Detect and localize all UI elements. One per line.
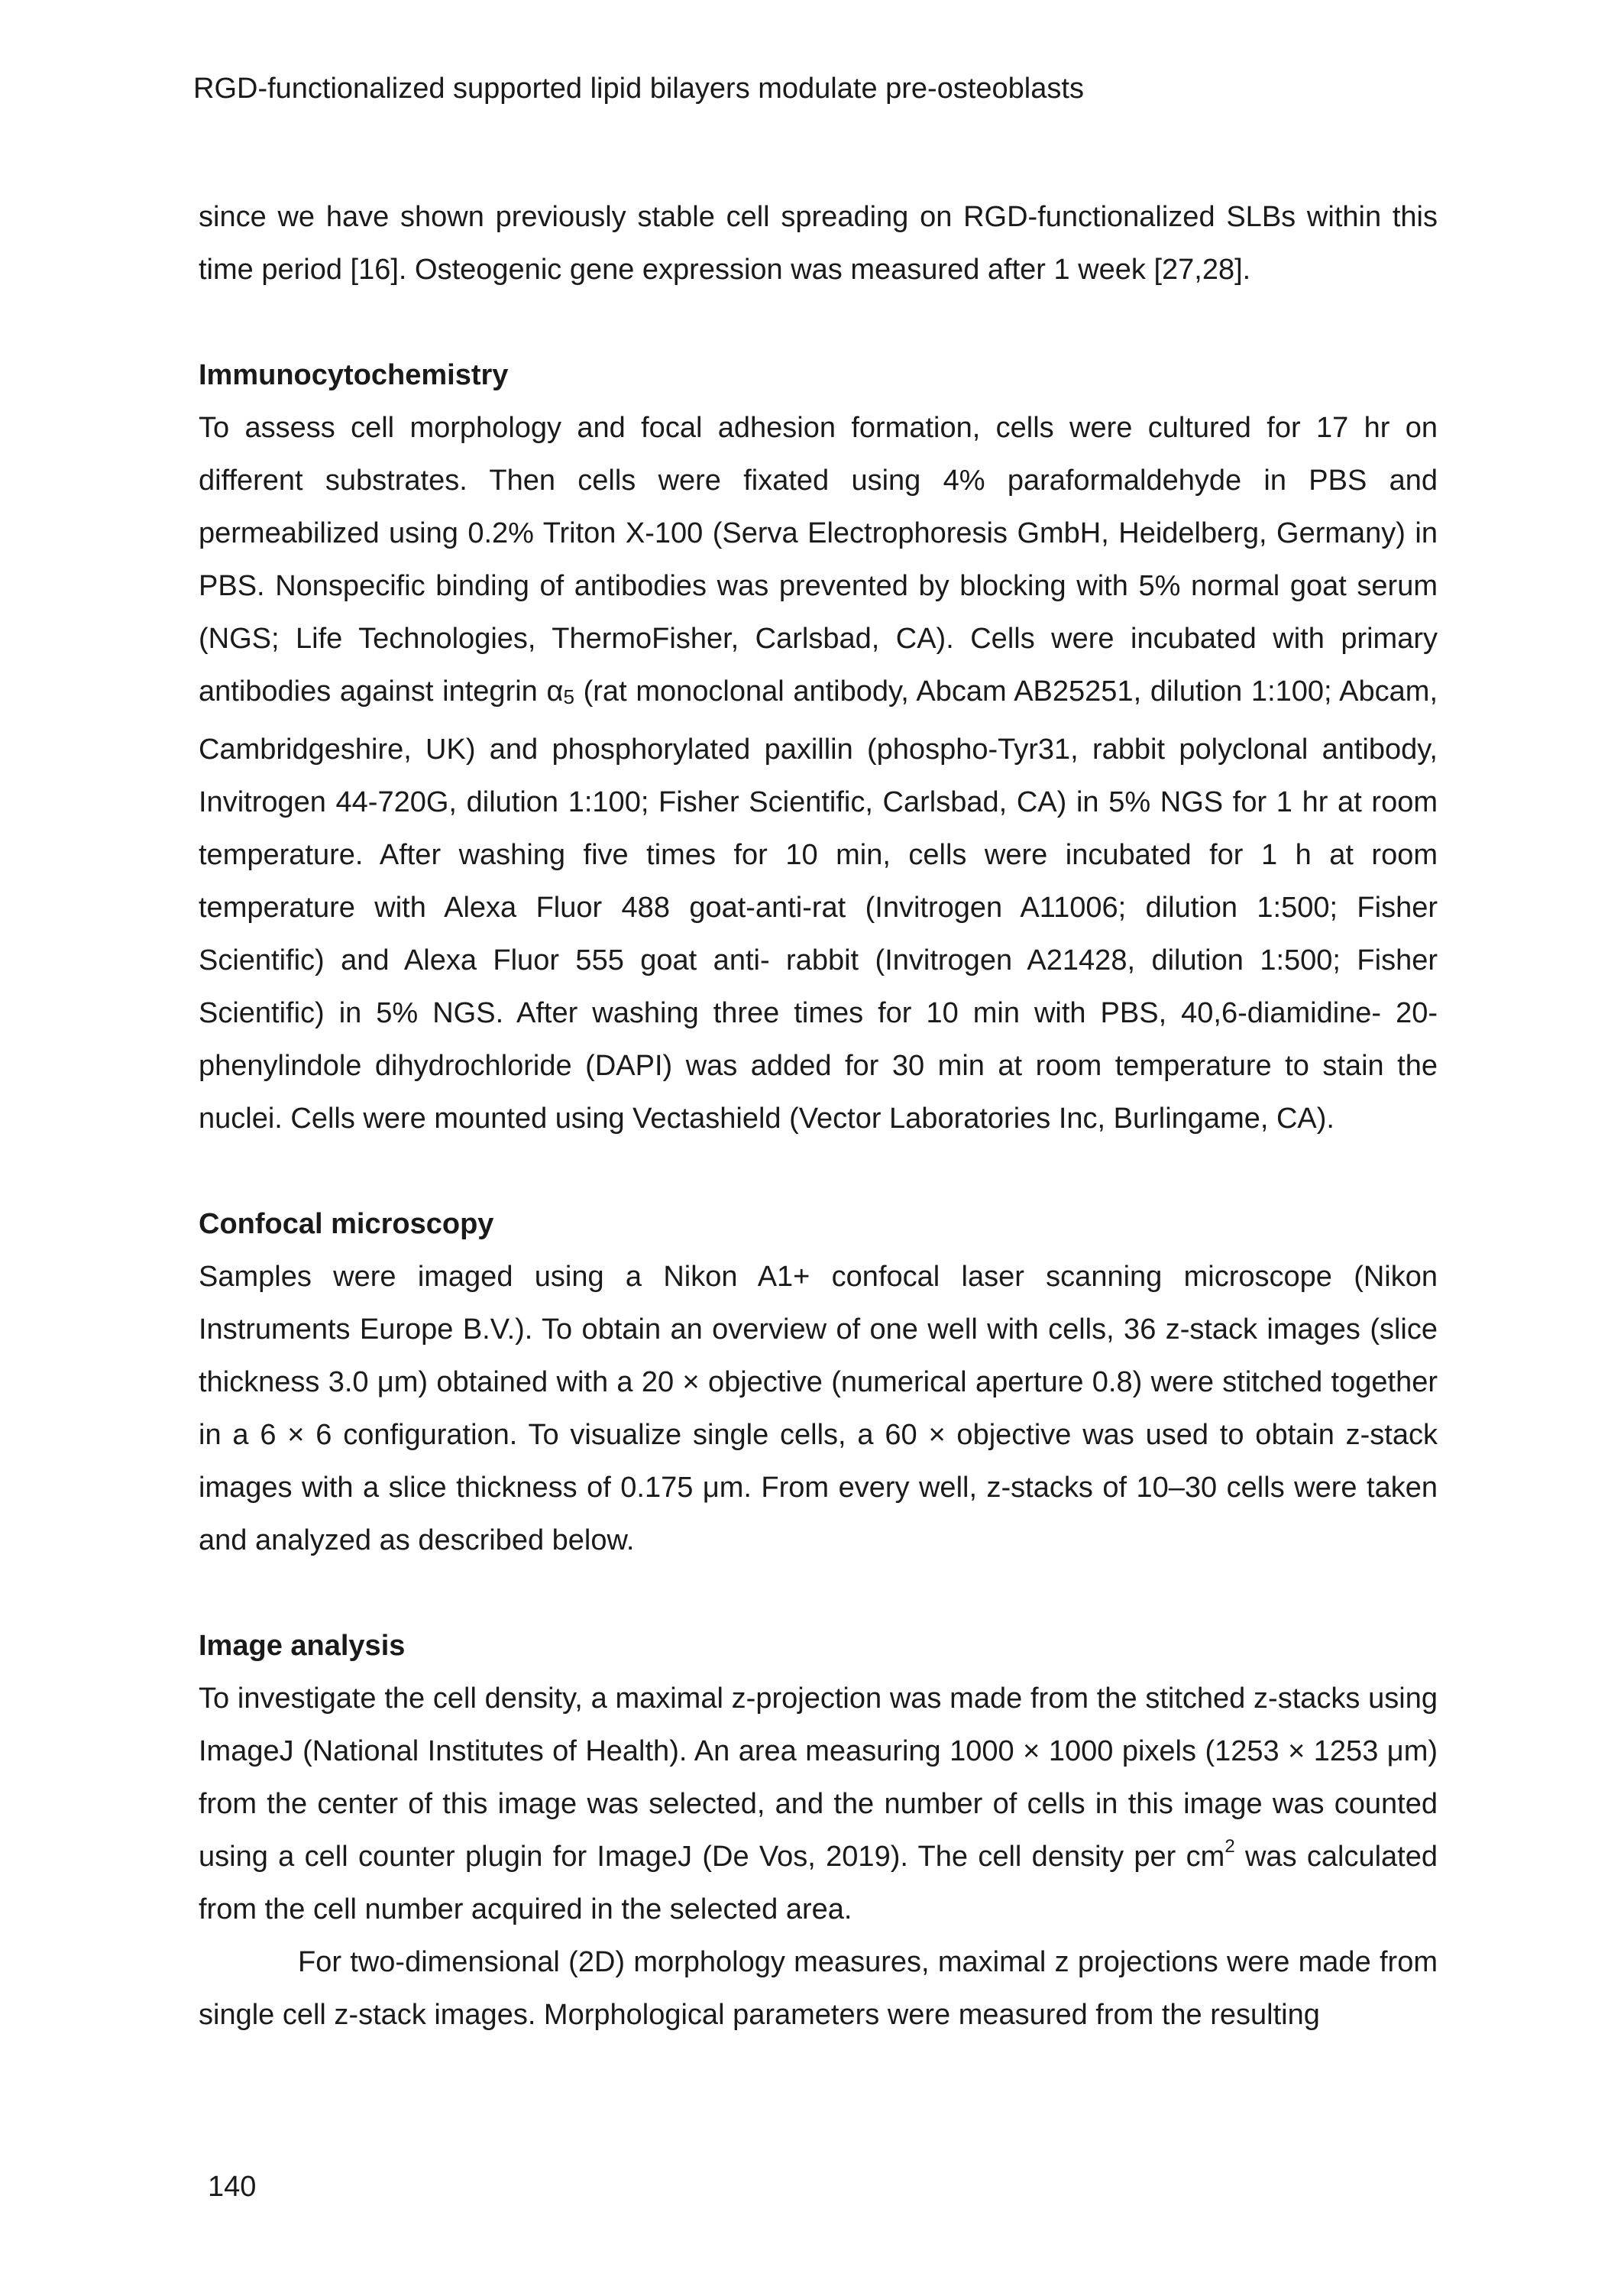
immunocytochemistry-text-part-1: To assess cell morphology and focal adhesion formation, cells were cultured for 17 hr on different substrates. Then cells were fixated using 4% paraformaldehyde in PBS and permeabilized using 0.2% Triton X-100 (Serva Electrophoresis GmbH, Heidelberg, Germany) in PBS. Nonspecific binding of antibodies was prevented by blocking with 5% normal goat serum (NGS; Life Technologies, ThermoFisher, Carlsbad, CA). Cells were incubated with primary antibodies against integrin α (199, 412, 1438, 708)
morphology-paragraph: For two-dimensional (2D) morphology measures, maximal z projections were made from single cell z-stack images. Morphological parameters were measured from the resulting (199, 1946, 1438, 2031)
page-body (199, 191, 1438, 2042)
image-analysis-heading: Image analysis (199, 1630, 406, 1662)
page-number: 140 (208, 2171, 257, 2203)
section-gap (199, 1145, 1438, 1198)
immunocytochemistry-heading: Immunocytochemistry (199, 359, 509, 391)
immunocytochemistry-paragraph (199, 402, 1438, 1145)
intro-paragraph: since we have shown previously stable cell spreading on RGD-functionalized SLBs within this time period [16]. Osteogenic gene expression was measured after 1 week [27,28]. (199, 201, 1438, 286)
confocal-heading: Confocal microscopy (199, 1208, 494, 1240)
confocal-paragraph: Samples were imaged using a Nikon A1+ confocal laser scanning microscope (Nikon Instruments Europe B.V.). To obtain an overview of one well with cells, 36 z-stack images (slice thickness 3.0 μm) obtained with a 20 × objective (numerical aperture 0.8) were stitched together in a 6 × 6 configuration. To visualize single cells, a 60 × objective was used to obtain z-stack images with a slice thickness of 0.175 μm. From every well, z-stacks of 10–30 cells were taken and analyzed as described below. (199, 1261, 1438, 1556)
immunocytochemistry-text-part-2: (rat monoclonal antibody, Abcam AB25251, dilution 1:100; Abcam, Cambridgeshire, UK) and phosphorylated paxillin (phospho-Tyr31, rabbit polyclonal antibody, Invitrogen 44-720G, dilution 1:100; Fisher Scientific, Carlsbad, CA) in 5% NGS for 1 hr at room temperature. After washing five times for 10 min, cells were incubated for 1 h at room temperature with Alexa Fluor 488 goat-anti-rat (Invitrogen A11006; dilution 1:500; Fisher Scientific) and Alexa Fluor 555 goat anti- rabbit (Invitrogen A21428, dilution 1:500; Fisher Scientific) in 5% NGS. After washing three times for 10 min with PBS, 40,6-diamidine- 20-phenylindole dihydrochloride (DAPI) was added for 30 min at room temperature to stain the nuclei. Cells were mounted using Vectashield (Vector Laboratories Inc, Burlingame, CA). (199, 675, 1438, 1135)
image-analysis-text-part-2: was calculated from the cell number acquired in the selected area. (199, 1841, 1438, 1925)
image-analysis-paragraph (199, 1673, 1438, 1936)
section-gap (199, 1567, 1438, 1620)
integrin-subscript: 5 (563, 685, 574, 708)
section-gap (199, 296, 1438, 349)
running-header: RGD-functionalized supported lipid bilayers modulate pre-osteoblasts (193, 73, 1084, 105)
image-analysis-text-part-1: To investigate the cell density, a maximal z-projection was made from the stitched z-stacks using ImageJ (National Institutes of Health). An area measuring 1000 × 1000 pixels (1253 × 1253 μm) from the center of this image was selected, and the number of cells in this image was counted using a cell counter plugin for ImageJ (De Vos, 2019). The cell density per cm (199, 1683, 1438, 1873)
cm-superscript: 2 (1224, 1836, 1235, 1857)
